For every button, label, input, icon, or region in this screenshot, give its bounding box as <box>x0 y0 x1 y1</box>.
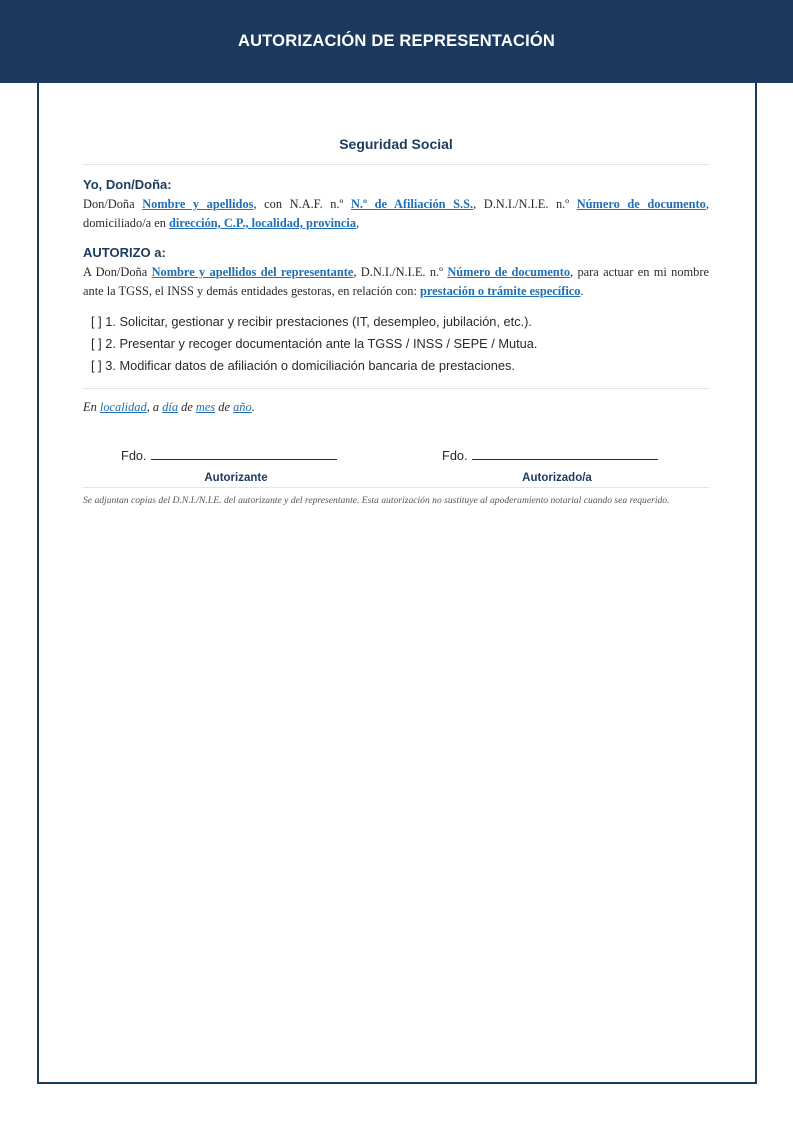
document-body <box>83 136 709 510</box>
document-title: AUTORIZACIÓN DE REPRESENTACIÓN <box>237 32 556 50</box>
option-2-checkbox[interactable]: [ ] 2. Presentar y recoger documentación ante la TGSS / INSS / SEPE / Mutua. <box>91 336 538 351</box>
authorization-options <box>83 311 709 377</box>
grantor-signature-line[interactable] <box>121 447 351 463</box>
representative-signature-label: Autorizado/a <box>522 472 592 484</box>
grantor-name-field[interactable]: Nombre y apellidos <box>142 197 254 211</box>
representative-signature-line[interactable] <box>442 447 672 463</box>
grantor-address-field[interactable]: dirección, C.P., localidad, provincia <box>169 216 357 230</box>
month-field[interactable]: mes <box>195 400 216 414</box>
place-date-line <box>83 400 709 415</box>
grantor-text-3: , D.N.I./N.I.E. n.º <box>473 197 577 211</box>
fdo-label: Fdo. <box>442 448 468 463</box>
divider <box>83 388 709 389</box>
representative-signature <box>442 447 672 484</box>
grantor-text-4: , domiciliado/a en <box>83 197 709 230</box>
option-1-checkbox[interactable]: [ ] 1. Solicitar, gestionar y recibir prestaciones (IT, desempleo, jubilación, etc.). <box>91 314 532 329</box>
day-field[interactable]: día <box>162 400 179 414</box>
grantor-paragraph <box>83 195 709 233</box>
fdo-label: Fdo. <box>121 448 147 463</box>
grantor-naf-field[interactable]: N.º de Afiliación S.S. <box>350 197 474 211</box>
grantor-signature <box>121 447 351 484</box>
year-field[interactable]: año <box>233 400 252 414</box>
grantor-document-field[interactable]: Número de documento <box>576 197 706 211</box>
option-3-checkbox[interactable]: [ ] 3. Modificar datos de afiliación o domiciliación bancaria de prestaciones. <box>91 358 515 373</box>
signature-blank[interactable] <box>472 447 658 460</box>
place-date-text-3: de <box>178 400 196 414</box>
procedure-field[interactable]: prestación o trámite específico <box>420 284 581 298</box>
section-title: Seguridad Social <box>83 136 709 165</box>
authorization-text-4: . <box>580 284 584 298</box>
footnote: Se adjuntan copias del D.N.I./N.I.E. del autorizante y del representante. Esta autorización no sustituye al apoderamiento notarial cuando sea requerido. <box>83 495 670 506</box>
authorization-paragraph <box>83 263 709 301</box>
place-date-text-4: de <box>215 400 234 414</box>
signature-blank[interactable] <box>151 447 337 460</box>
locality-field[interactable]: localidad <box>99 400 147 414</box>
place-date-text-5: . <box>251 400 255 414</box>
authorization-text-3: , para actuar en mi nombre ante la TGSS, el INSS y demás entidades gestoras, en relación con: <box>83 265 709 298</box>
grantor-signature-label: Autorizante <box>204 472 268 484</box>
authorization-text-2: , D.N.I./N.I.E. n.º <box>353 265 448 279</box>
grantor-heading: Yo, Don/Doña: <box>83 177 172 192</box>
representative-document-field[interactable]: Número de documento <box>447 265 571 279</box>
representative-name-field[interactable]: Nombre y apellidos del representante <box>151 265 354 279</box>
document-header <box>0 0 793 83</box>
grantor-text-1: Don/Doña <box>83 197 143 211</box>
authorization-text-1: A Don/Doña <box>83 265 152 279</box>
place-date-text-1: En <box>83 400 100 414</box>
grantor-text-5: , <box>356 216 360 230</box>
authorization-heading: AUTORIZO a: <box>83 245 166 260</box>
signature-area <box>83 429 709 501</box>
place-date-text-2: , a <box>146 400 163 414</box>
grantor-text-2: , con N.A.F. n.º <box>253 197 351 211</box>
